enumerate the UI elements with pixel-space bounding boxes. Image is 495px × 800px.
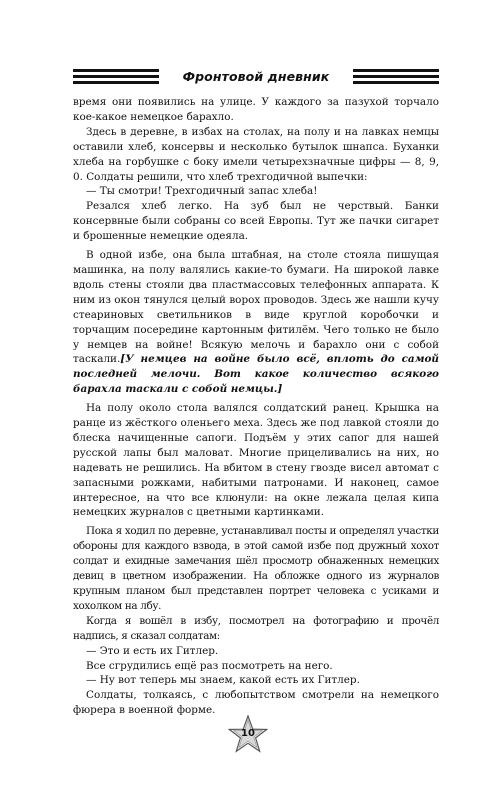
decorative-stripes-left	[73, 69, 159, 85]
running-header-title: Фронтовой дневник	[182, 69, 330, 84]
paragraph: время они появились на улице. У каждого за пазухой торчало кое-какое немецкое барахло.	[73, 96, 439, 123]
page-number-badge	[228, 715, 268, 755]
paragraph: — Ну вот теперь мы знаем, какой есть их Гитлер.	[86, 674, 360, 687]
editorial-note: [У немцев на войне было всё, вплоть до самой последней мелочи. Вот какое количество всякого барахла таскали с собой немцы.]	[73, 353, 439, 396]
running-header	[73, 66, 439, 88]
page-number: 10	[241, 728, 255, 739]
page-body	[73, 95, 439, 718]
paragraph: На полу около стола валялся солдатский ранец. Крышка на ранце из жёсткого оленьего меха. Здесь же под лавкой стояли до блеска начищенные сапоги. Подъём у этих сапог для нашей русской лапы был маловат. Многие прицеливались на них, но надевать не решились. На вбитом в стену гвозде висел автомат с запасными рожками, набитыми патронами. И наконец, самое интересное, на что все клюнули: на окне лежала целая кипа немецких журналов с цветными картинками.	[73, 402, 439, 519]
paragraph: — Ты смотри! Трехгодичный запас хлеба!	[86, 185, 318, 198]
paragraph: Здесь в деревне, в избах на столах, на полу и на лавках немцы оставили хлеб, консервы и несколько бутылок шнапса. Буханки хлеба на горбушке с боку имели четырехзначные цифры — 8, 9, 0. Солдаты решили, что хлеб трехгодичной выпечки:	[73, 125, 439, 183]
paragraph: — Это и есть их Гитлер.	[86, 644, 219, 657]
paragraph	[73, 248, 439, 397]
decorative-stripes-right	[353, 69, 439, 85]
paragraph: Солдаты, толкаясь, с любопытством смотрели на немецкого фюрера в военной форме.	[73, 689, 439, 717]
paragraph: Резался хлеб легко. На зуб был не черствый. Банки консервные были собраны со всей Европы. Тут же пачки сигарет и брошенные немецкие одеяла.	[73, 200, 439, 243]
paragraph: Когда я вошёл в избу, посмотрел на фотографию и прочёл надпись, я сказал солдатам:	[73, 614, 439, 642]
paragraph: Все сгрудились ещё раз посмотреть на него.	[86, 659, 333, 672]
paragraph-text: В одной избе, она была штабная, на столе стояла пишущая машинка, на полу валялись какие-то бумаги. На широкой лавке вдоль стены стояли два пластмассовых телефонных аппарата. К ним из окон тянулся целый ворох проводов. Здесь же нашли кучу стеариновых светильников в виде круглой коробочки и торчащим посередине картонным фитилём. Чего только не было у немцев на войне! Всякую мелочь и барахло они с собой таскали.	[73, 249, 439, 366]
paragraph: Пока я ходил по деревне, устанавливал посты и определял участки обороны для каждого взвода, в этой самой избе под дружный хохот солдат и ехидные замечания шёл просмотр обнаженных немецких девиц в цветном изображении. На обложке одного из журналов крупным планом был представлен портрет человека с усиками и хохолком на лбу.	[73, 525, 439, 612]
